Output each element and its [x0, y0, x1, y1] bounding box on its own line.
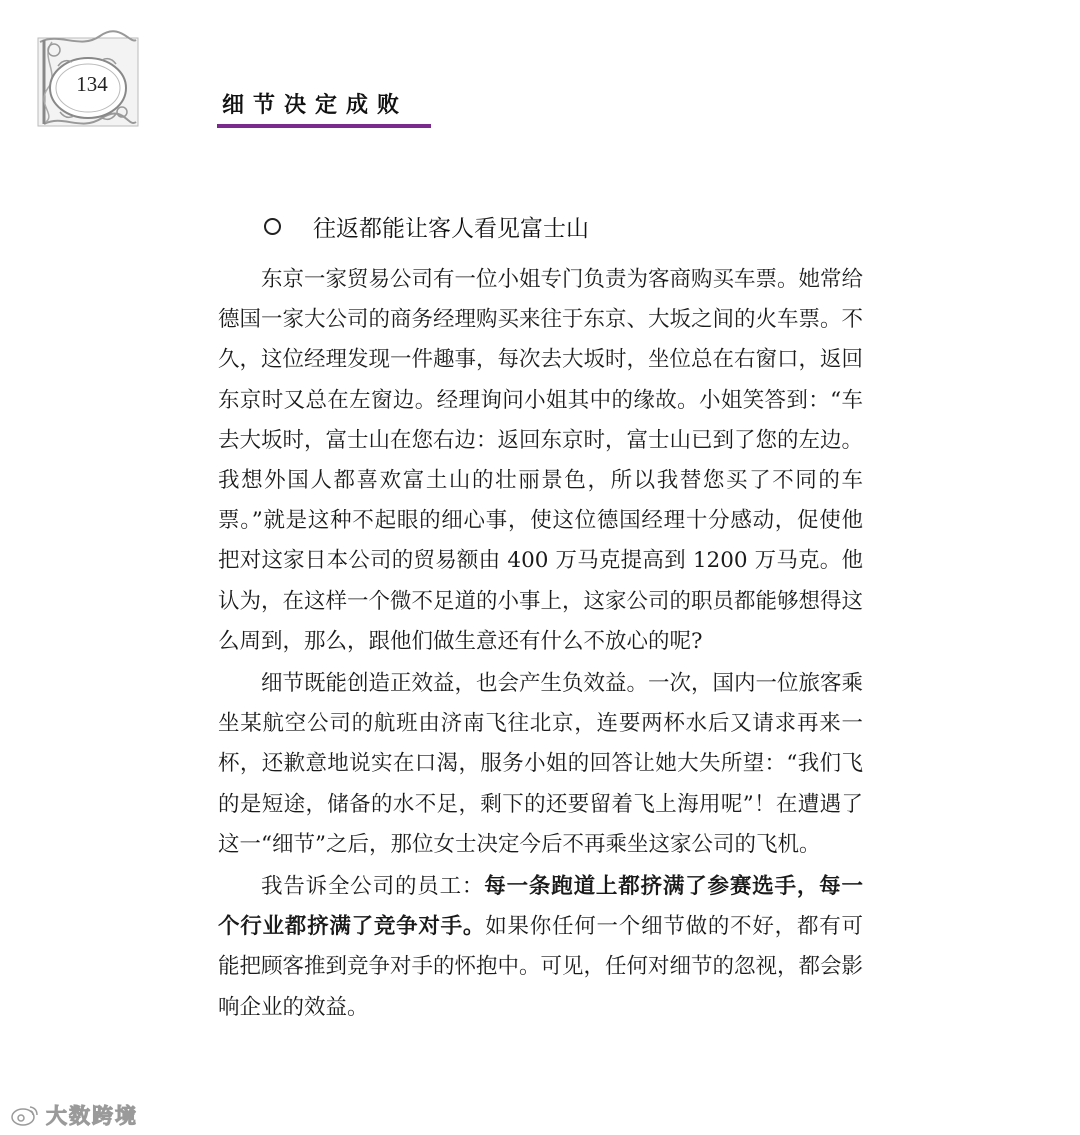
- paragraph-3: [218, 867, 863, 1028]
- title-underline: [217, 124, 431, 128]
- paragraph-3-bold: 每一条跑道上都挤满了参赛选手，每一个行业都挤满了竞争对手。: [218, 874, 863, 940]
- paragraph-2: 细节既能创造正效益，也会产生负效益。一次，国内一位旅客乘坐某航空公司的航班由济南飞往北京，连要两杯水后又请求再来一杯，还歉意地说实在口渴，服务小姐的回答让她大失所望：“我们飞的是短途，储备的水不足，剩下的还要留着飞上海用呢”！在遭遇了这一“细节”之后，那位女士决定今后不再乘坐这家公司的飞机。: [218, 671, 864, 857]
- body-text: [218, 260, 863, 1030]
- watermark-text: 大数跨境: [46, 1104, 138, 1128]
- running-title: 细节决定成败: [222, 93, 409, 118]
- watermark: [10, 1100, 138, 1130]
- weibo-logo-icon: [10, 1104, 40, 1126]
- section-heading-text: 往返都能让客人看见富士山: [313, 216, 589, 242]
- page-number: 134: [76, 72, 108, 96]
- paragraph-1: 东京一家贸易公司有一位小姐专门负责为客商购买车票。她常给德国一家大公司的商务经理购买来往于东京、大坂之间的火车票。不久，这位经理发现一件趣事，每次去大坂时，坐位总在右窗口，返回东京时又总在左窗边。经理询问小姐其中的缘故。小姐笑答到：“车去大坂时，富士山在您右边：返回东京时，富士山已到了您的左边。我想外国人都喜欢富土山的壮丽景色，所以我替您买了不同的车票。”就是这种不起眼的细心事，使这位德国经理十分感动，促使他把对这家日本公司的贸易额由 400 万马克提高到 1200 万马克。他认为，在这样一个微不足道的小事上，这家公司的职员都能够想得这么周到，那么，跟他们做生意还有什么不放心的呢?: [218, 267, 864, 654]
- hollow-circle-icon: [264, 218, 281, 235]
- paragraph-3-lead: 我告诉全公司的员工：: [261, 874, 485, 900]
- paragraph-3-rest: 如果你任何一个细节做的不好，都有可能把顾客推到竞争对手的怀抱中。可见，任何对细节的忽视，都会影响企业的效益。: [218, 914, 864, 1020]
- section-heading: [264, 210, 589, 243]
